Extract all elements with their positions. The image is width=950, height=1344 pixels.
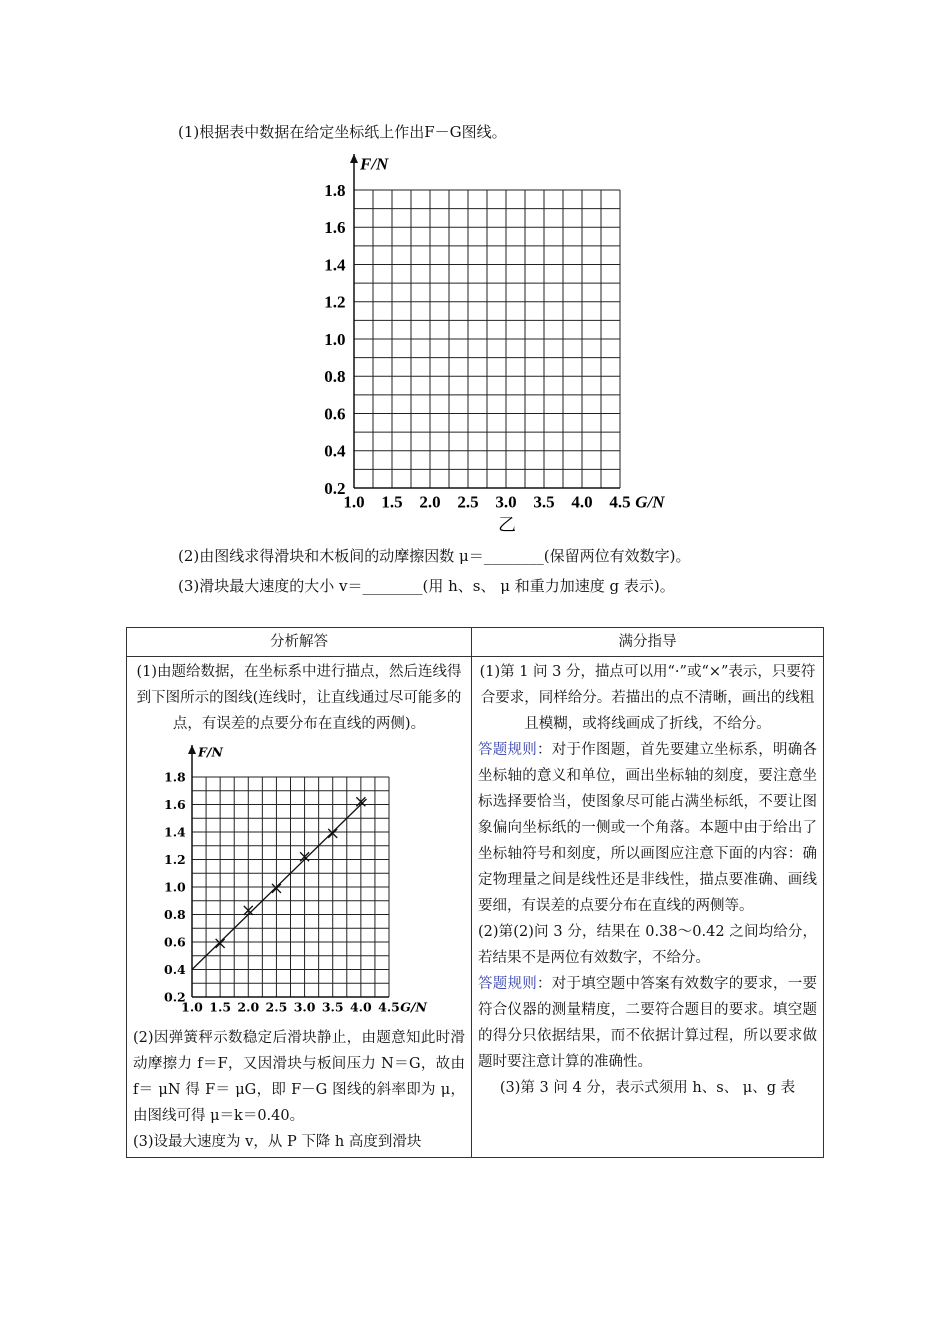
y-tick-label: 1.6	[324, 218, 346, 238]
y-tick-label: 0.4	[324, 441, 346, 461]
guidance-p1: (1)第 1 问 3 分，描点可以用“·”或“×”表示，只要符合要求，同样给分。若描出的点不清晰，画出的线粗且模糊，或将线画成了折线，不给分。	[479, 664, 816, 732]
x-tick-label: 1.0	[343, 492, 365, 512]
blank-grid-chart	[305, 150, 705, 540]
y-axis-label: F/N	[198, 744, 223, 760]
y-tick-label: 1.2	[164, 851, 186, 867]
rule-label-1: 答题规则	[478, 742, 537, 758]
rule-text-2: ：对于填空题中答案有效数字的要求，一要符合仪器的测量精度，二要符合题目的要求。填空题的得分只依据结果，而不依据计算过程，所以要求做题时要注意计算的准确性。	[478, 976, 817, 1070]
y-tick-label: 0.2	[324, 478, 346, 498]
header-guidance: 满分指导	[472, 628, 824, 657]
x-tick-label: 1.0	[181, 999, 203, 1015]
rule-text-1: ：对于作图题，首先要建立坐标系，明确各坐标轴的意义和单位，画出坐标轴的刻度，要注意坐标选择要恰当，使图象尽可能占满坐标纸，不要让图象偏向坐标纸的一侧或一个角落。本题中由于给出了坐标轴符号和刻度，所以画图应注意下面的内容：确定物理量之间是线性还是非线性，描点要准确、画线要细，有误差的点要分布在直线的两侧等。	[478, 742, 817, 914]
y-tick-label: 1.0	[324, 329, 346, 349]
y-tick-label: 0.4	[164, 961, 186, 977]
question-1: (1)根据表中数据在给定坐标纸上作出F－G图线。	[178, 123, 507, 141]
guidance-cell	[472, 657, 824, 1158]
x-axis-label: G/N	[635, 492, 665, 512]
y-tick-label: 1.4	[324, 255, 346, 275]
header-analysis: 分析解答	[127, 628, 472, 657]
y-tick-label: 0.6	[164, 934, 186, 950]
analysis-cell	[127, 657, 472, 1158]
y-tick-label: 0.8	[324, 367, 346, 387]
analysis-p3: (3)设最大速度为 v，从 P 下降 h 高度到滑块	[133, 1134, 422, 1150]
question-2: (2)由图线求得滑块和木板间的动摩擦因数 μ＝________(保留两位有效数字)。	[178, 547, 691, 565]
y-tick-label: 0.6	[324, 404, 346, 424]
x-tick-label: 3.5	[321, 999, 344, 1015]
guidance-p3: (3)第 3 问 4 分，表示式须用 h、s、 μ、g 表	[499, 1080, 796, 1096]
y-tick-label: 1.4	[164, 824, 186, 840]
y-tick-label: 1.6	[164, 796, 186, 812]
analysis-p1: (1)由题给数据，在坐标系中进行描点，然后连线得到下图所示的图线(连线时，让直线通过尽可能多的点，有误差的点要分布在直线的两侧)。	[136, 664, 462, 732]
x-tick-label: 2.0	[419, 492, 441, 512]
x-tick-label: 4.5	[609, 492, 631, 512]
x-tick-label: 3.0	[293, 999, 316, 1015]
x-tick-label: 3.0	[495, 492, 517, 512]
x-tick-label: 3.5	[533, 492, 555, 512]
x-tick-label: 2.5	[457, 492, 479, 512]
y-tick-label: 0.2	[164, 989, 186, 1005]
y-axis-arrow	[188, 745, 196, 754]
y-tick-label: 1.0	[164, 879, 186, 895]
x-tick-label: 1.5	[209, 999, 232, 1015]
y-axis-arrow	[350, 154, 358, 163]
x-tick-label: 2.0	[237, 999, 260, 1015]
analysis-p2: (2)因弹簧秤示数稳定后滑块静止，由题意知此时滑动摩擦力 f＝F，又因滑块与板间压力 N＝G，故由 f＝ μN 得 F＝ μG，即 F－G 图线的斜率即为 μ，由图线可得 μ＝k＝0.40。	[133, 1030, 465, 1124]
y-tick-label: 0.8	[164, 906, 186, 922]
y-tick-label: 1.2	[324, 292, 346, 312]
guidance-p2: (2)第(2)问 3 分，结果在 0.38～0.42 之间均给分，若结果不是两位有效数字，不给分。	[478, 924, 817, 966]
x-tick-label: 2.5	[265, 999, 288, 1015]
question-3: (3)滑块最大速度的大小 v＝________(用 h、s、 μ 和重力加速度 g 表示)。	[178, 577, 675, 595]
rule-label-2: 答题规则	[478, 976, 537, 992]
x-tick-label: 1.5	[381, 492, 403, 512]
y-tick-label: 1.8	[324, 180, 346, 200]
answer-chart	[133, 741, 463, 1021]
x-tick-label: 4.0	[349, 999, 372, 1015]
chart-caption: 乙	[498, 514, 516, 535]
x-tick-label: 4.0	[571, 492, 593, 512]
y-tick-label: 1.8	[164, 769, 186, 785]
guidance-rule1	[478, 737, 817, 919]
x-axis-label: G/N	[400, 999, 427, 1015]
answer-table	[126, 627, 824, 1158]
guidance-rule2	[478, 971, 817, 1075]
y-axis-label: F/N	[360, 154, 389, 174]
x-tick-label: 4.5	[378, 999, 400, 1015]
fit-line	[192, 799, 366, 970]
